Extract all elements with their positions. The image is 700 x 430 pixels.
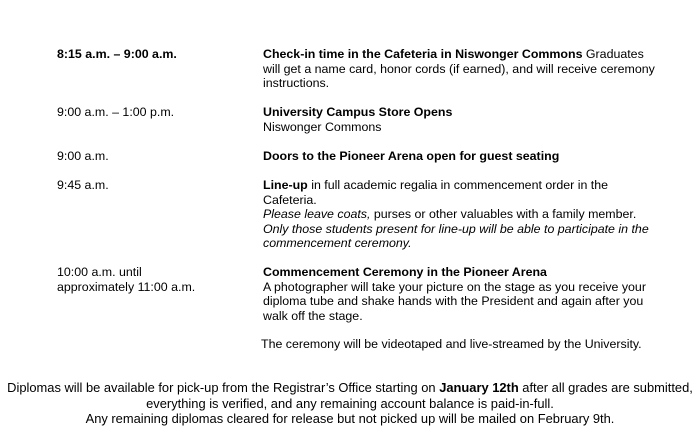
- schedule-text: Niswonger Commons: [263, 119, 382, 134]
- schedule-time: 9:00 a.m. – 1:00 p.m.: [57, 105, 175, 119]
- footer-text: Diplomas will be available for pick-up from the Registrar’s Office starting on: [7, 380, 440, 395]
- footer-text-3: Any remaining diplomas cleared for release but not picked up will be mailed on February 9th.: [85, 411, 615, 426]
- schedule-description: [263, 265, 663, 323]
- schedule-description: [263, 105, 663, 134]
- schedule-text: A photographer will take your picture on the stage as you receive your diploma tube and shake hands with the President and again after you walk off the stage.: [263, 279, 646, 323]
- schedule-title: University Campus Store Opens: [263, 105, 453, 119]
- schedule-title: Check-in time in the Cafeteria in Niswonger Commons: [263, 47, 583, 61]
- schedule-italic-text-2: Only those students present for line-up will be able to participate in the commencement ceremony.: [263, 221, 649, 250]
- schedule-time-line1: 10:00 a.m. until: [57, 265, 142, 279]
- schedule-time: 9:00 a.m.: [57, 149, 109, 163]
- schedule-description: [263, 47, 663, 91]
- schedule-title: Commencement Ceremony in the Pioneer Arena: [263, 265, 547, 279]
- schedule-time: 9:45 a.m.: [57, 178, 109, 192]
- schedule-title: Doors to the Pioneer Arena open for guest seating: [263, 149, 560, 163]
- schedule-time-line2: approximately 11:00 a.m.: [57, 279, 196, 294]
- schedule-time: 8:15 a.m. – 9:00 a.m.: [57, 47, 177, 61]
- diploma-pickup-notice: [0, 380, 700, 427]
- schedule-description: [263, 149, 663, 164]
- footer-text-2: after all grades are submitted, everything is verified, and any remaining account balance is paid-in-full.: [146, 380, 693, 411]
- footer-date: January 12th: [439, 380, 519, 395]
- schedule-italic-text: Please leave coats,: [263, 207, 371, 221]
- schedule-text: Graduates will get a name card, honor cords (if earned), and will receive ceremony instructions.: [263, 47, 655, 90]
- schedule-title: Line-up: [263, 178, 308, 192]
- ceremony-note: The ceremony will be videotaped and live-streamed by the University.: [261, 337, 642, 351]
- schedule-description: [263, 178, 663, 251]
- schedule-text: in full academic regalia in commencement order in the Cafeteria.: [263, 178, 609, 207]
- schedule-text-2: purses or other valuables with a family member.: [370, 207, 637, 221]
- schedule-time: [57, 265, 257, 294]
